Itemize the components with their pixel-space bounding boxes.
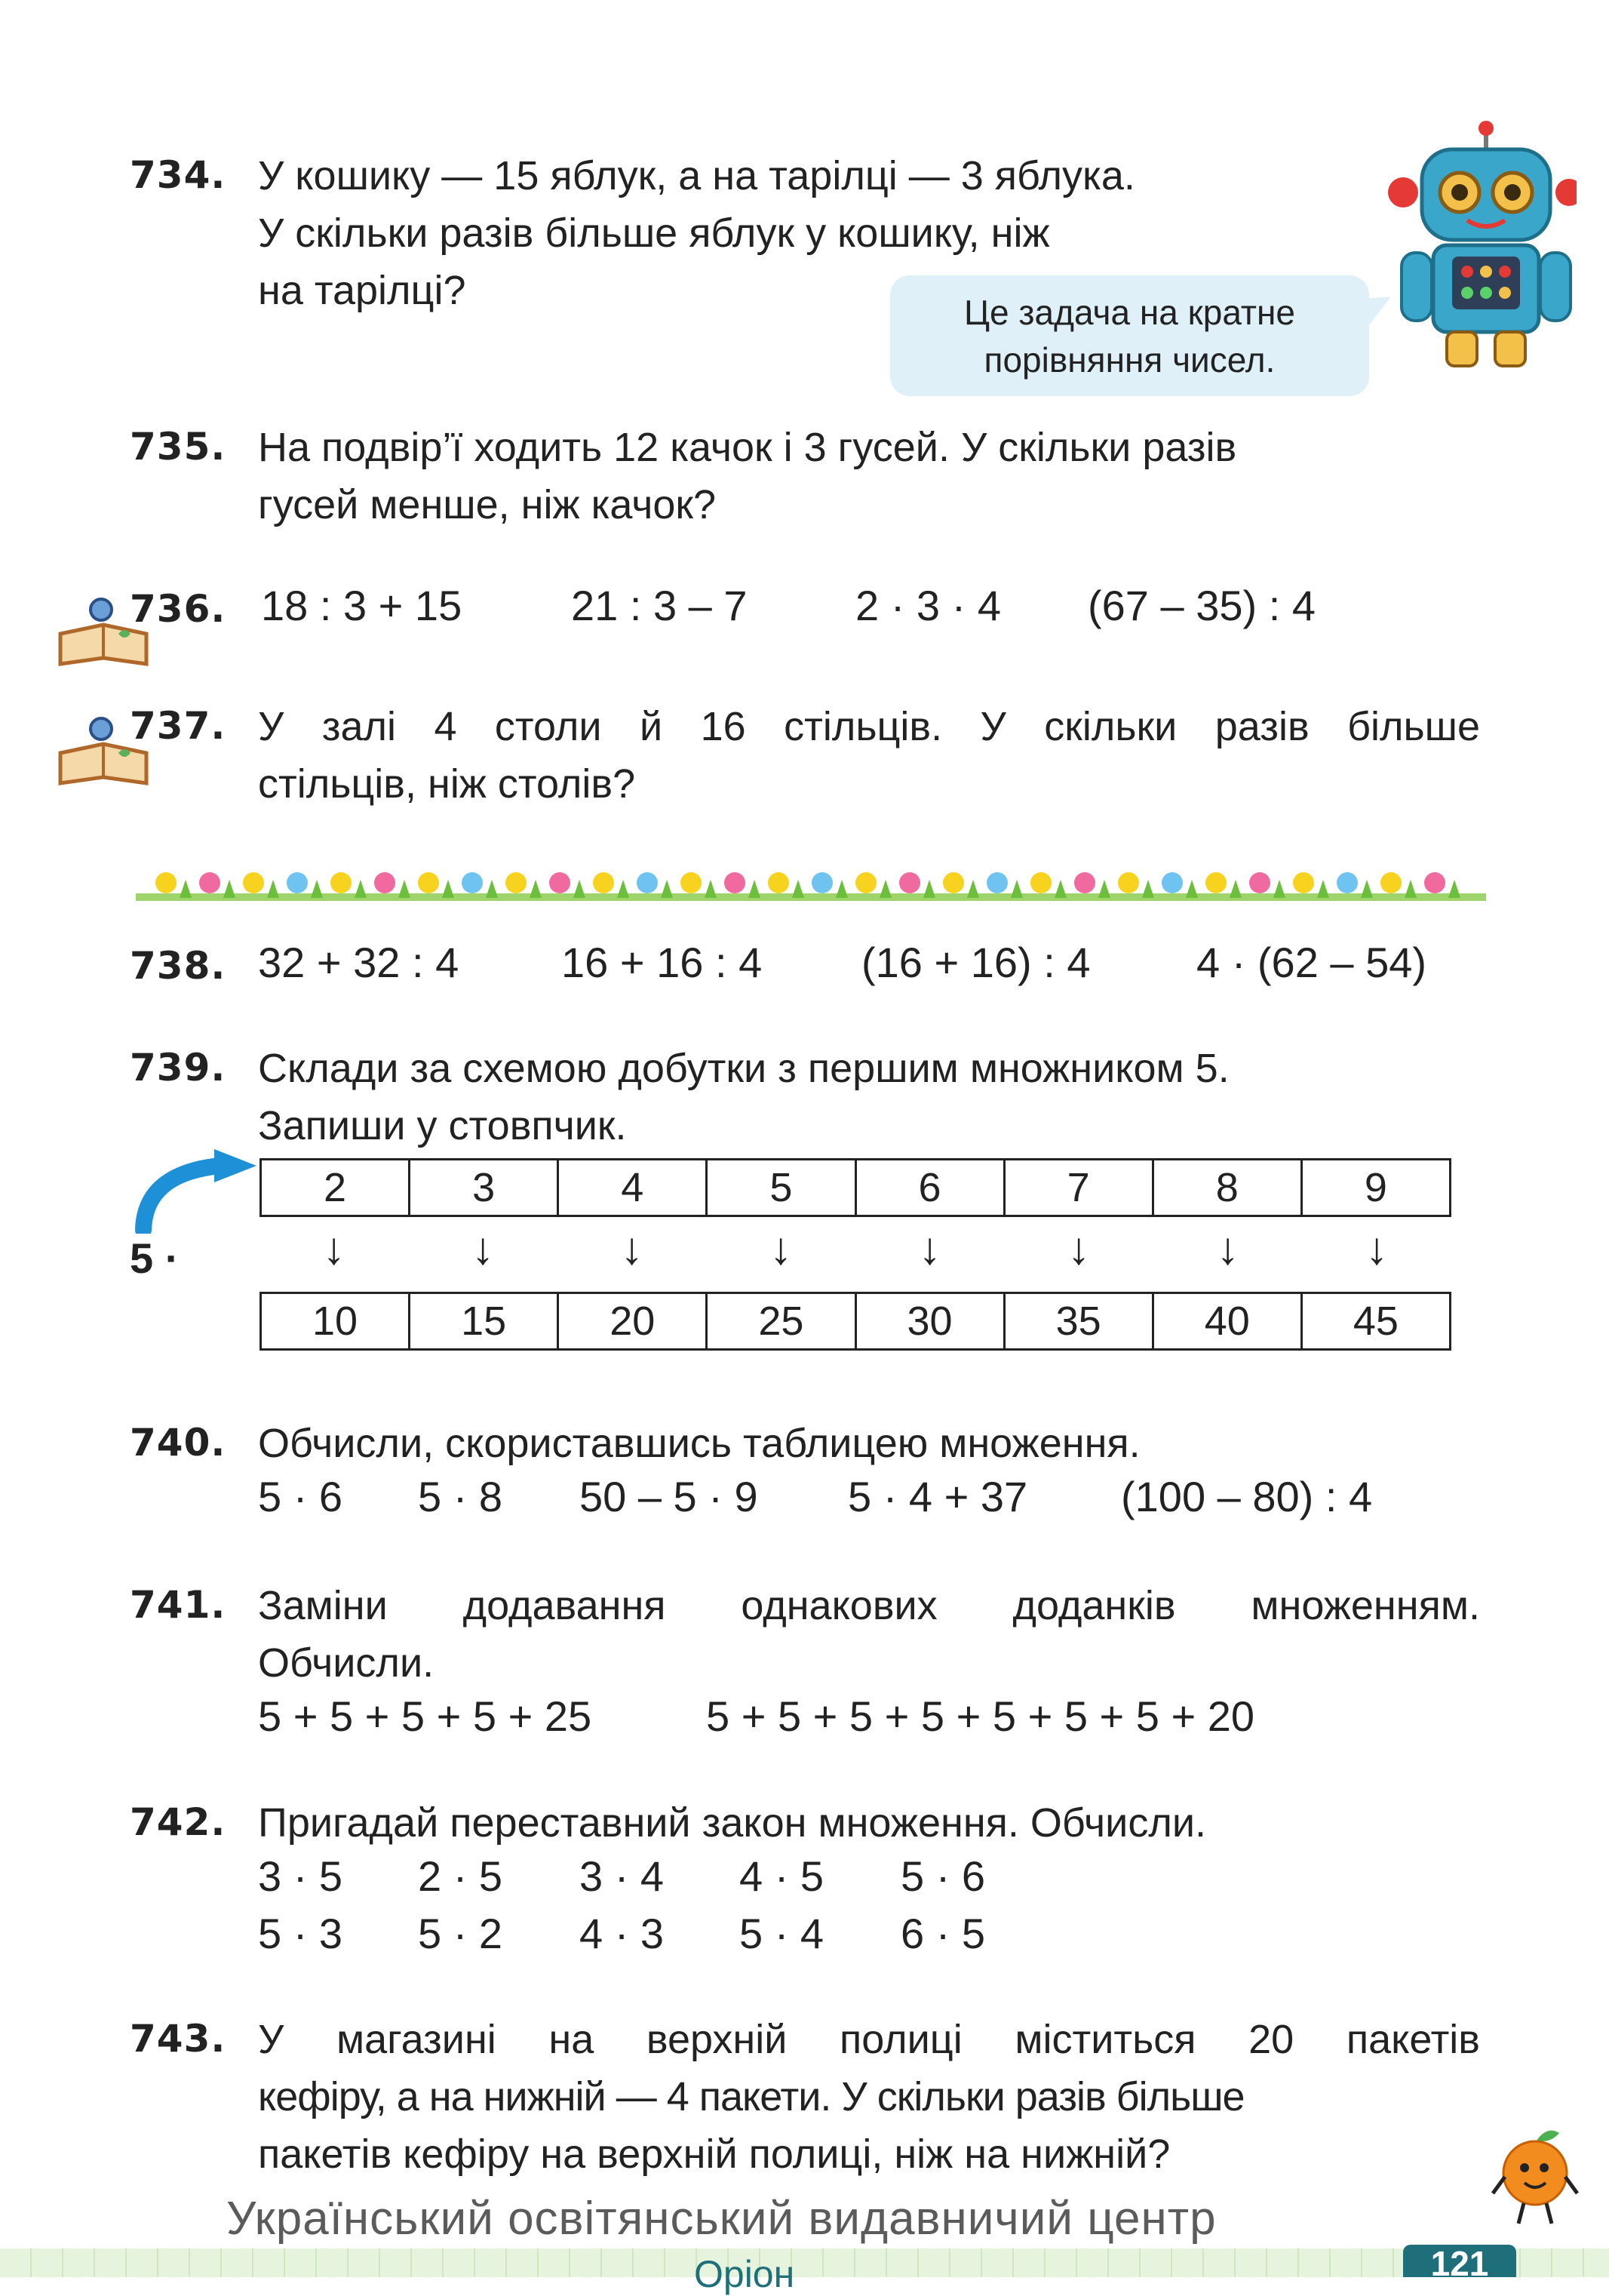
decorative-flower (1205, 872, 1227, 893)
decorative-flower (637, 872, 658, 893)
down-arrow-icon: ↓ (918, 1223, 941, 1274)
word: полиці (840, 2017, 963, 2062)
word: 20 (1248, 2017, 1294, 2062)
decorative-flower (1118, 872, 1139, 893)
task-number: 741. (130, 1583, 226, 1627)
decorative-flower (199, 872, 220, 893)
task-number: 735. (130, 425, 226, 469)
expression: 32 + 32 : 4 (258, 939, 459, 986)
expression: 3 · 5 (258, 1852, 343, 1900)
decorative-flower (768, 872, 789, 893)
schema-cell: 9 (1364, 1165, 1387, 1210)
decorative-grass (1230, 880, 1242, 898)
decorative-flower (330, 872, 352, 893)
decorative-grass (836, 880, 848, 898)
bubble-text: Це задача на кратне (964, 293, 1295, 332)
task-number: 737. (130, 704, 226, 748)
decorative-flower (593, 872, 614, 893)
schema-cell: 30 (857, 1294, 1006, 1348)
word: більше (1347, 704, 1480, 749)
decorative-flower-strip (136, 860, 1486, 905)
word: множенням. (1251, 1583, 1480, 1628)
task-text-line (258, 2011, 1480, 2068)
task-text-line (258, 698, 1480, 755)
down-arrow-icon: ↓ (1216, 1223, 1239, 1274)
task-text-line: Запиши у стовпчик. (258, 1103, 627, 1148)
schema-cell: 45 (1353, 1299, 1399, 1344)
word: пакетів (1346, 2017, 1480, 2062)
decorative-grass (486, 880, 498, 898)
word: Заміни (258, 1583, 388, 1628)
task-number: 738. (130, 944, 226, 988)
expression: 2 · 3 · 4 (855, 582, 1001, 629)
down-arrow-icon: ↓ (1365, 1223, 1389, 1274)
decorative-flower (987, 872, 1008, 893)
orange-mascot-icon (1490, 2124, 1580, 2230)
decorative-grass (1361, 880, 1373, 898)
decorative-flower (1293, 872, 1314, 893)
word: міститься (1015, 2017, 1196, 2062)
decorative-grass (223, 880, 235, 898)
expression: 21 : 3 – 7 (571, 582, 748, 629)
schema-cell: 4 (559, 1160, 708, 1215)
expression: 16 + 16 : 4 (561, 939, 763, 986)
schema-arrows (259, 1222, 1451, 1274)
schema-cell: 15 (410, 1294, 559, 1348)
footer-bar (0, 2248, 1609, 2277)
task-text-line: кефіру, а на нижній — 4 пакети. У скільки разів більше (258, 2074, 1245, 2119)
curved-arrow-icon (130, 1143, 266, 1234)
word: У (258, 704, 284, 749)
decorative-grass (617, 880, 629, 898)
word: й (640, 704, 663, 749)
down-arrow-icon: ↓ (620, 1223, 643, 1274)
decorative-flower (943, 872, 964, 893)
decorative-grass (1273, 880, 1285, 898)
expression: 2 · 5 (418, 1852, 503, 1900)
expression: 18 : 3 + 15 (261, 582, 462, 629)
word: У (258, 2017, 284, 2062)
schema-cell: 25 (708, 1294, 856, 1348)
decorative-grass (311, 880, 323, 898)
decorative-flower (549, 872, 570, 893)
decorative-flower (899, 872, 920, 893)
expression: 5 · 6 (258, 1473, 343, 1520)
decorative-flower (155, 872, 177, 893)
schema-cell: 8 (1154, 1160, 1303, 1215)
word: залі (321, 704, 397, 749)
expression: 5 · 4 + 37 (848, 1473, 1028, 1520)
brand-label: Оріон (694, 2253, 795, 2295)
decorative-grass (1142, 880, 1154, 898)
schema-cell: 3 (410, 1160, 559, 1215)
decorative-grass (1405, 880, 1417, 898)
decorative-flower (1162, 872, 1183, 893)
expression: 5 · 8 (418, 1473, 503, 1520)
task-text-line (258, 1577, 1480, 1634)
word: доданків (1012, 1583, 1176, 1628)
decorative-grass (880, 880, 892, 898)
decorative-grass (1098, 880, 1110, 898)
task-text-line: пакетів кефіру на верхній полиці, ніж на нижній? (258, 2132, 1171, 2177)
word: верхній (646, 2017, 788, 2062)
task-number: 740. (130, 1421, 226, 1465)
schema-cell: 10 (262, 1294, 410, 1348)
decorative-flower (855, 872, 877, 893)
expression: 5 · 2 (418, 1910, 503, 1957)
expression: 6 · 5 (901, 1910, 986, 1957)
multiplier-label: 5 · (130, 1234, 180, 1282)
task-number: 734. (130, 153, 226, 197)
decorative-grass (530, 880, 542, 898)
word: У (980, 704, 1006, 749)
decorative-flower (505, 872, 527, 893)
decorative-grass (1055, 880, 1067, 898)
task-text-line: На подвір’ї ходить 12 качок і 3 гусей. У скільки разів (258, 425, 1237, 470)
decorative-grass (573, 880, 585, 898)
task-text-line: Обчисли, скориставшись таблицею множення. (258, 1421, 1141, 1466)
decorative-grass (748, 880, 760, 898)
decorative-flower (462, 872, 483, 893)
decorative-grass (180, 880, 192, 898)
expression: 5 · 6 (901, 1852, 986, 1900)
word: додавання (462, 1583, 666, 1628)
decorative-flower (374, 872, 395, 893)
expression: 5 + 5 + 5 + 5 + 25 (258, 1692, 592, 1740)
decorative-flower (1424, 872, 1445, 893)
word: столи (494, 704, 602, 749)
task-text-line: Обчисли. (258, 1640, 434, 1686)
task-number: 736. (130, 587, 226, 631)
expression: 3 · 4 (579, 1852, 665, 1900)
decorative-grass (661, 880, 673, 898)
down-arrow-icon: ↓ (322, 1223, 345, 1274)
decorative-flower (1380, 872, 1402, 893)
decorative-flower (1074, 872, 1095, 893)
down-arrow-icon: ↓ (769, 1223, 793, 1274)
decorative-grass (792, 880, 804, 898)
decorative-grass (442, 880, 454, 898)
decorative-grass (267, 880, 279, 898)
expression: 5 + 5 + 5 + 5 + 5 + 5 + 5 + 20 (706, 1692, 1255, 1740)
decorative-flower (724, 872, 745, 893)
schema-cell: 6 (857, 1160, 1006, 1215)
decorative-flower (1337, 872, 1358, 893)
task-text-line: Склади за схемою добутки з першим множником 5. (258, 1046, 1230, 1091)
schema-cell: 20 (559, 1294, 708, 1348)
task-number: 743. (130, 2017, 226, 2061)
word: на (548, 2017, 594, 2062)
task-text-line: У скільки разів більше яблук у кошику, ніж (258, 211, 1050, 256)
schema-cell: 35 (1006, 1294, 1154, 1348)
decorative-grass (355, 880, 367, 898)
decorative-flower (418, 872, 439, 893)
word: 4 (434, 704, 457, 749)
robot-icon (1388, 121, 1577, 377)
expression: (16 + 16) : 4 (861, 939, 1091, 986)
expression: 5 · 3 (258, 1910, 343, 1957)
speech-bubble (890, 275, 1369, 396)
word: магазині (336, 2017, 496, 2062)
task-number: 742. (130, 1800, 226, 1844)
word: однакових (741, 1583, 938, 1628)
expression: (100 – 80) : 4 (1121, 1473, 1373, 1520)
decorative-flower (680, 872, 702, 893)
task-text-line: Пригадай переставний закон множення. Обчисли. (258, 1800, 1207, 1846)
decorative-flower (812, 872, 833, 893)
decorative-flower (287, 872, 308, 893)
task-text-line: стільців, ніж столів? (258, 761, 636, 807)
schema-cell: 7 (1006, 1160, 1154, 1215)
bubble-text: порівняння чисел. (984, 340, 1276, 380)
expression: 4 · 3 (579, 1910, 665, 1957)
task-text-line: гусей менше, ніж качок? (258, 482, 717, 527)
decorative-grass (1186, 880, 1198, 898)
word: скільки (1044, 704, 1178, 749)
decorative-grass (1317, 880, 1329, 898)
expression: 4 · 5 (739, 1852, 824, 1900)
schema-top-row (259, 1158, 1451, 1217)
decorative-grass (923, 880, 935, 898)
task-text-line: на тарілці? (258, 268, 466, 313)
word: 16 (700, 704, 746, 749)
decorative-flower (1030, 872, 1052, 893)
decorative-grass (398, 880, 410, 898)
schema-bottom-row (259, 1292, 1451, 1351)
decorative-grass (967, 880, 979, 898)
decorative-grass (705, 880, 717, 898)
expression: 4 · (62 – 54) (1196, 939, 1427, 986)
schema-cell: 40 (1154, 1294, 1303, 1348)
word: разів (1214, 704, 1310, 749)
task-text-line: У кошику — 15 яблук, а на тарілці — 3 яблука. (258, 153, 1135, 198)
word: стільців. (784, 704, 943, 749)
publisher-name: Український освітянський видавничий центр (226, 2193, 1217, 2245)
page-number: 121 (1403, 2245, 1516, 2277)
schema-cell: 2 (262, 1160, 410, 1215)
decorative-flower (243, 872, 264, 893)
expression: 5 · 4 (739, 1910, 824, 1957)
down-arrow-icon: ↓ (471, 1223, 495, 1274)
down-arrow-icon: ↓ (1067, 1223, 1091, 1274)
decorative-grass (1448, 880, 1460, 898)
expression: (67 – 35) : 4 (1088, 582, 1316, 629)
schema-cell: 5 (708, 1160, 856, 1215)
expression: 50 – 5 · 9 (579, 1473, 758, 1520)
task-number: 739. (130, 1046, 226, 1090)
decorative-flower (1249, 872, 1270, 893)
decorative-grass (1011, 880, 1023, 898)
